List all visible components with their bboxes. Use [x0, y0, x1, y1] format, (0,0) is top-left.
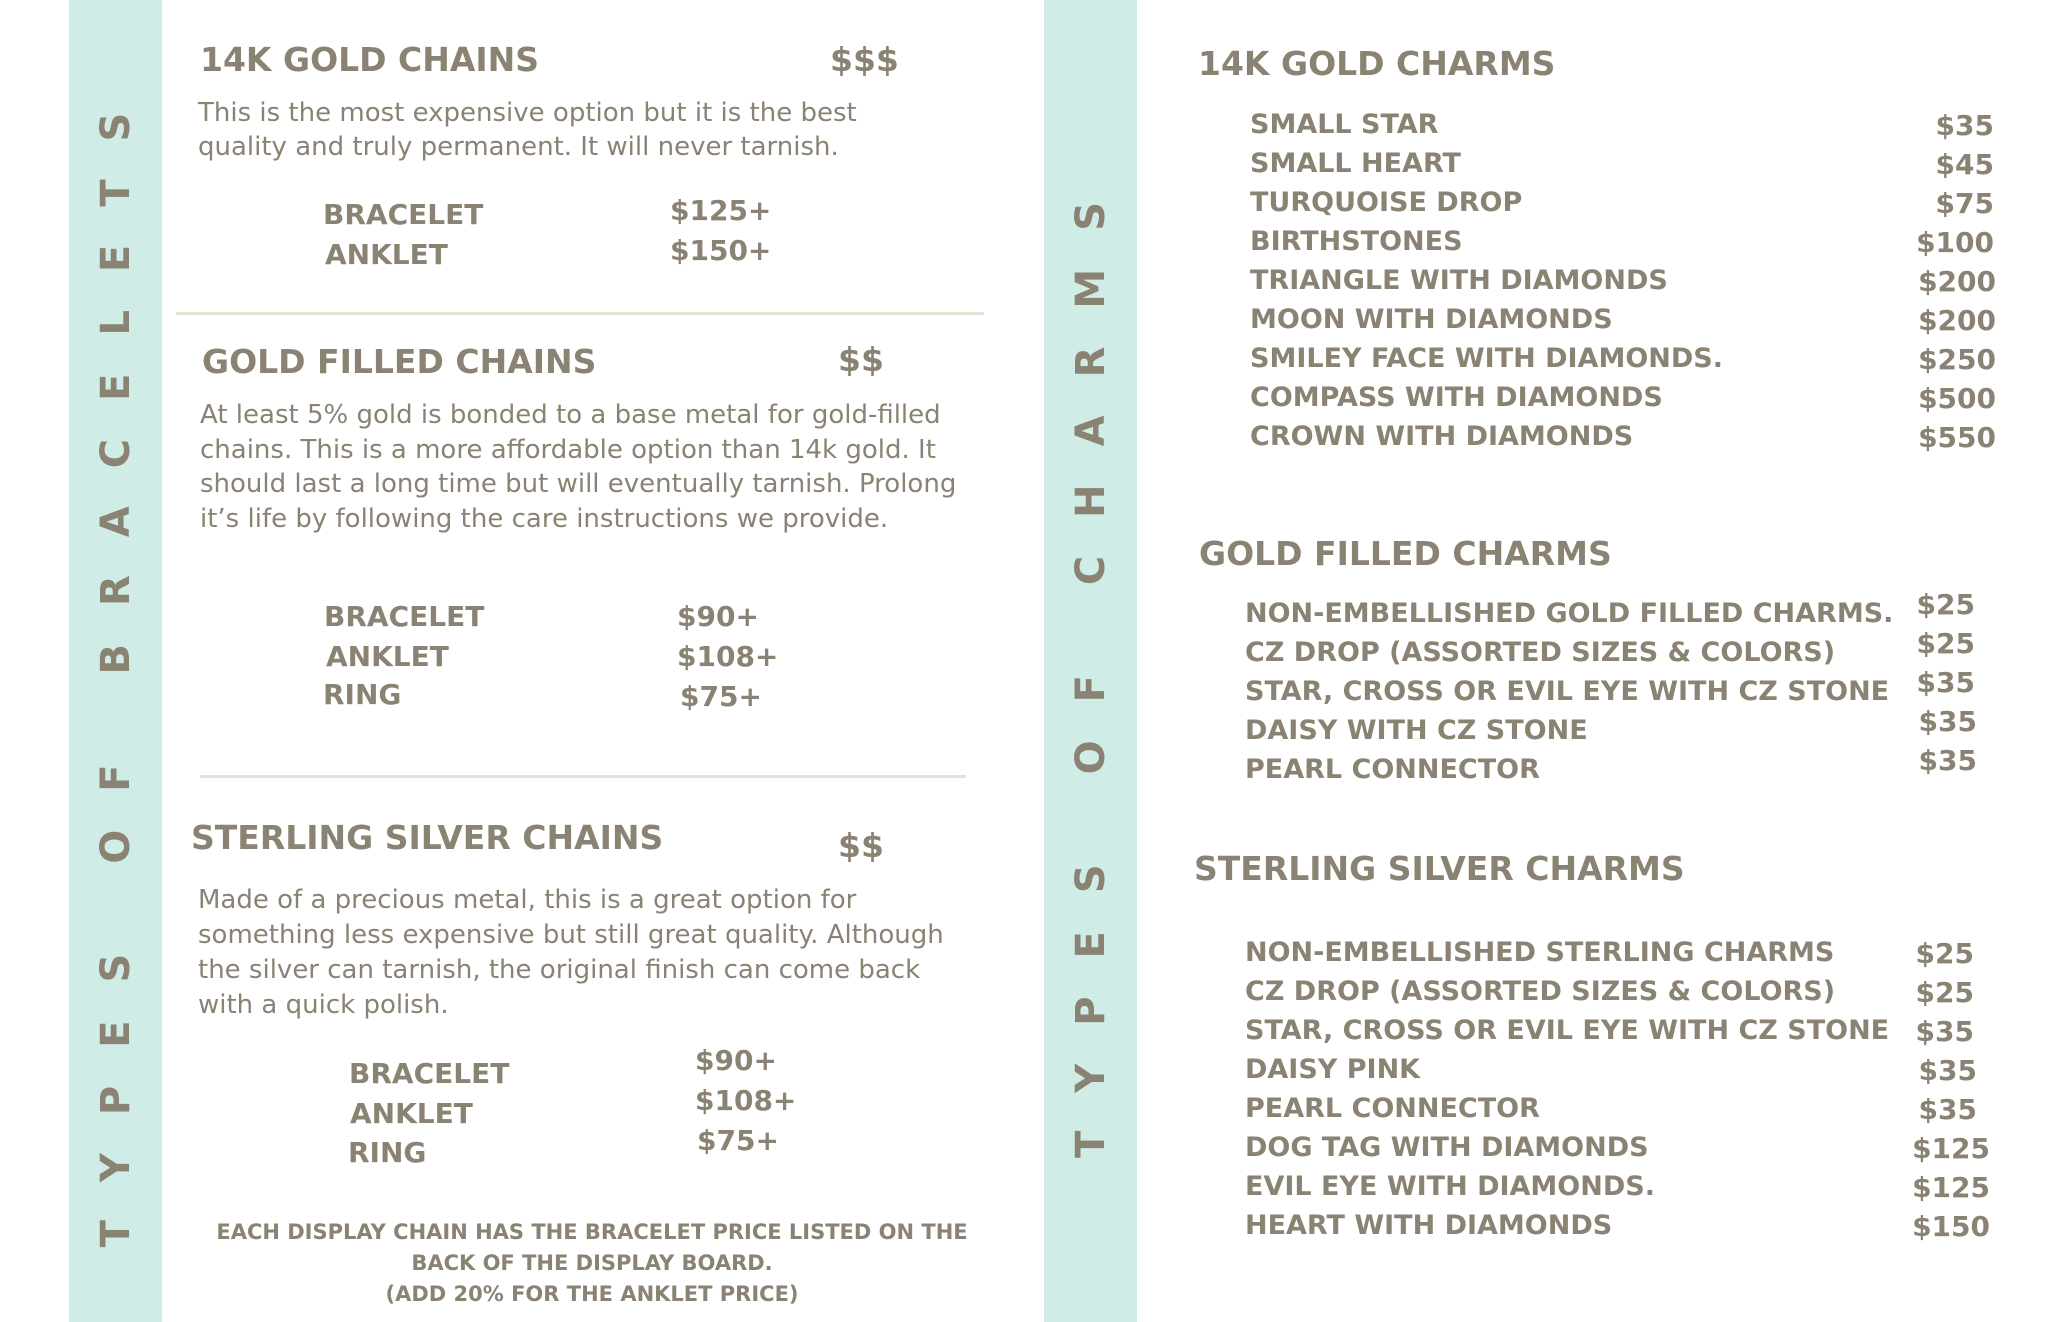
- charm-price: $35: [1935, 109, 1994, 142]
- display-chain-note: (ADD 20% FOR THE ANKLET PRICE): [385, 1282, 799, 1306]
- goldfilled-chains-price-tier: $$: [838, 340, 884, 379]
- charm-name: PEARL CONNECTOR: [1245, 1093, 1540, 1124]
- sterling-item-price: $108+: [695, 1084, 797, 1117]
- charm-name: MOON WITH DIAMONDS: [1250, 304, 1613, 335]
- charm-name: BIRTHSTONES: [1250, 226, 1463, 257]
- charms-side-band: [1044, 0, 1137, 1322]
- bracelets-side-band: [69, 0, 162, 1322]
- charm-name: SMALL HEART: [1250, 148, 1461, 179]
- charm-price: $550: [1918, 421, 1996, 454]
- charm-price: $200: [1918, 304, 1996, 337]
- sterling-item-name: RING: [348, 1136, 427, 1169]
- goldfilled-item-name: BRACELET: [324, 600, 485, 633]
- charm-name: SMALL STAR: [1250, 109, 1439, 140]
- charm-price: $35: [1916, 666, 1975, 699]
- goldfilled-desc-line: it’s life by following the care instructions we provide.: [200, 504, 889, 534]
- section-divider: [176, 312, 984, 315]
- goldfilled-item-price: $90+: [677, 600, 759, 633]
- charm-price: $35: [1918, 1054, 1977, 1087]
- charm-price: $100: [1916, 226, 1994, 259]
- charm-name: NON-EMBELLISHED GOLD FILLED CHARMS.: [1245, 598, 1894, 629]
- charm-price: $125: [1912, 1132, 1990, 1165]
- display-chain-note: EACH DISPLAY CHAIN HAS THE BRACELET PRICE LISTED ON THE: [216, 1220, 968, 1244]
- display-chain-note: BACK OF THE DISPLAY BOARD.: [411, 1251, 773, 1275]
- section-divider: [200, 775, 966, 778]
- goldfilled-charms-title: GOLD FILLED CHARMS: [1199, 534, 1612, 573]
- gold14k-item-price: $125+: [670, 194, 772, 227]
- charm-name: EVIL EYE WITH DIAMONDS.: [1245, 1171, 1655, 1202]
- sterling-charms-title: STERLING SILVER CHARMS: [1194, 849, 1685, 888]
- gold14k-desc-line: quality and truly permanent. It will never tarnish.: [198, 132, 839, 162]
- charm-name: STAR, CROSS OR EVIL EYE WITH CZ STONE: [1245, 1015, 1890, 1046]
- gold14k-chains-title: 14K GOLD CHAINS: [200, 40, 540, 79]
- charm-name: TRIANGLE WITH DIAMONDS: [1250, 265, 1668, 296]
- charm-name: DOG TAG WITH DIAMONDS: [1245, 1132, 1649, 1163]
- charm-price: $250: [1918, 343, 1996, 376]
- sterling-item-price: $75+: [697, 1124, 779, 1157]
- charm-name: CZ DROP (ASSORTED SIZES & COLORS): [1245, 976, 1836, 1007]
- sterling-item-name: BRACELET: [349, 1057, 510, 1090]
- charm-name: HEART WITH DIAMONDS: [1245, 1210, 1613, 1241]
- goldfilled-desc-line: should last a long time but will eventually tarnish. Prolong: [200, 469, 957, 499]
- charm-price: $35: [1915, 1015, 1974, 1048]
- charm-name: CROWN WITH DIAMONDS: [1250, 421, 1634, 452]
- sterling-chains-price-tier: $$: [838, 826, 884, 865]
- sterling-desc-line: the silver can tarnish, the original finish can come back: [198, 955, 921, 985]
- charm-price: $125: [1912, 1171, 1990, 1204]
- charms-side-label: TYPES OF CHARMS: [1067, 163, 1114, 1159]
- charm-name: TURQUOISE DROP: [1250, 187, 1523, 218]
- charm-price: $45: [1935, 148, 1994, 181]
- gold14k-item-price: $150+: [670, 234, 772, 267]
- charm-name: STAR, CROSS OR EVIL EYE WITH CZ STONE: [1245, 676, 1890, 707]
- gold14k-chains-price-tier: $$$: [830, 40, 899, 79]
- gold14k-charms-title: 14K GOLD CHARMS: [1198, 44, 1556, 83]
- gold14k-desc-line: This is the most expensive option but it is the best: [198, 98, 857, 128]
- gold14k-item-name: ANKLET: [325, 238, 448, 271]
- charm-price: $25: [1915, 937, 1974, 970]
- sterling-desc-line: Made of a precious metal, this is a great option for: [198, 885, 857, 915]
- goldfilled-item-name: RING: [323, 678, 402, 711]
- sterling-chains-title: STERLING SILVER CHAINS: [191, 818, 664, 857]
- goldfilled-item-price: $75+: [680, 680, 762, 713]
- charm-price: $500: [1918, 382, 1996, 415]
- gold14k-item-name: BRACELET: [323, 198, 484, 231]
- charm-name: CZ DROP (ASSORTED SIZES & COLORS): [1245, 637, 1836, 668]
- charm-price: $35: [1918, 1093, 1977, 1126]
- charm-name: PEARL CONNECTOR: [1245, 754, 1540, 785]
- charm-name: NON-EMBELLISHED STERLING CHARMS: [1245, 937, 1835, 968]
- goldfilled-item-name: ANKLET: [326, 640, 449, 673]
- sterling-item-price: $90+: [695, 1044, 777, 1077]
- charm-price: $35: [1918, 744, 1977, 777]
- goldfilled-item-price: $108+: [677, 640, 779, 673]
- bracelets-side-label: TYPES OF BRACELETS: [92, 74, 139, 1248]
- charm-price: $25: [1916, 588, 1975, 621]
- charm-price: $150: [1912, 1210, 1990, 1243]
- charm-name: DAISY PINK: [1245, 1054, 1421, 1085]
- sterling-desc-line: something less expensive but still great quality. Although: [198, 920, 944, 950]
- charm-price: $25: [1915, 976, 1974, 1009]
- charm-price: $25: [1916, 627, 1975, 660]
- charm-name: SMILEY FACE WITH DIAMONDS.: [1250, 343, 1723, 374]
- charm-name: COMPASS WITH DIAMONDS: [1250, 382, 1663, 413]
- goldfilled-desc-line: At least 5% gold is bonded to a base metal for gold-filled: [200, 400, 941, 430]
- goldfilled-chains-title: GOLD FILLED CHAINS: [202, 342, 597, 381]
- charm-price: $35: [1918, 705, 1977, 738]
- goldfilled-desc-line: chains. This is a more affordable option than 14k gold. It: [200, 435, 936, 465]
- charm-name: DAISY WITH CZ STONE: [1245, 715, 1588, 746]
- sterling-item-name: ANKLET: [350, 1097, 473, 1130]
- charm-price: $200: [1918, 265, 1996, 298]
- sterling-desc-line: with a quick polish.: [198, 990, 449, 1020]
- charm-price: $75: [1935, 187, 1994, 220]
